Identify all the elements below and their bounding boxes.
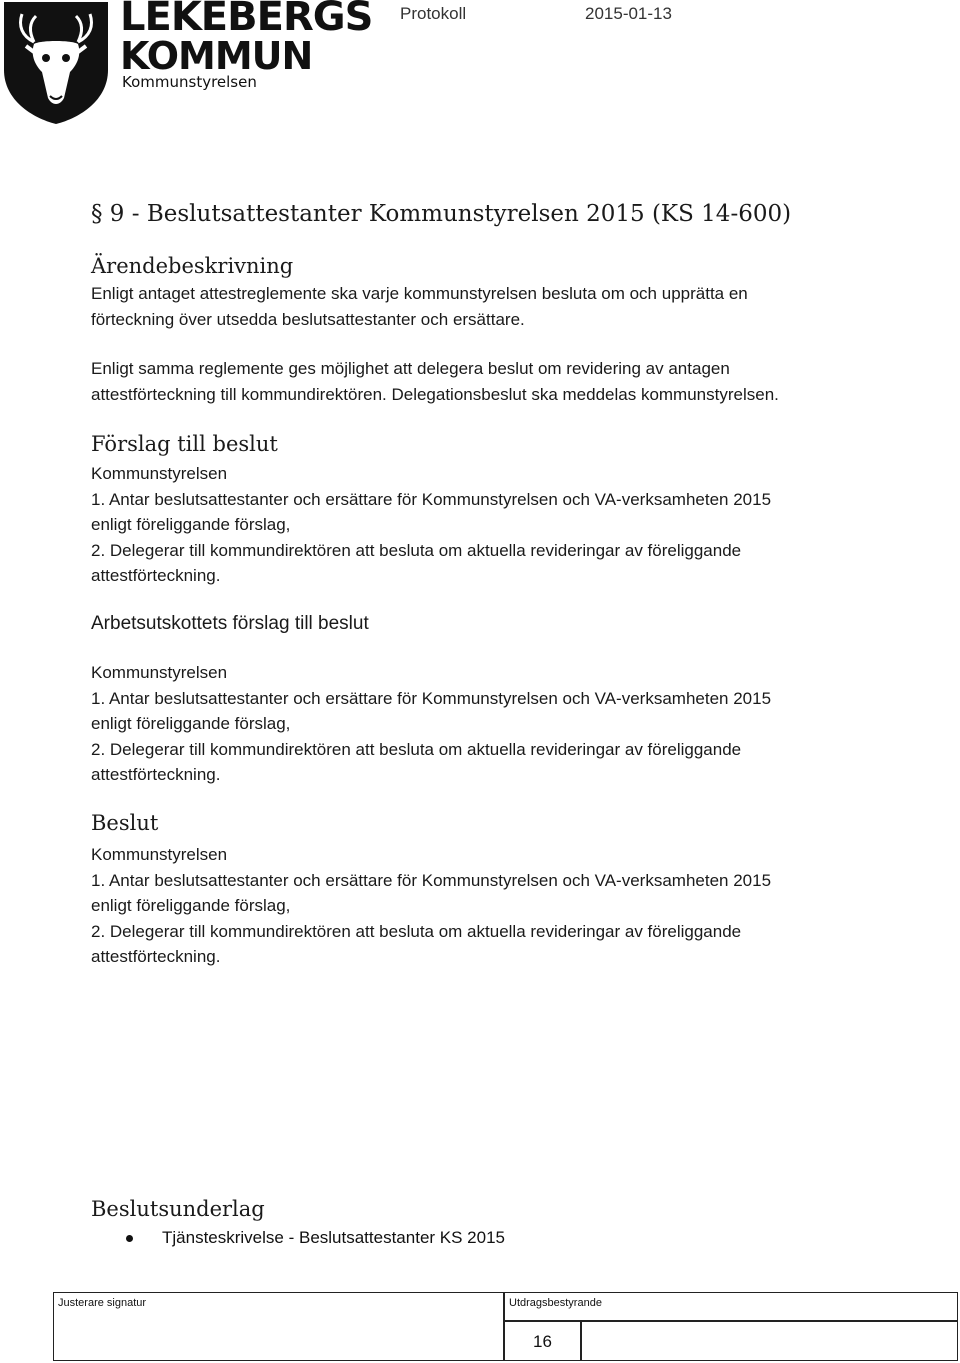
heading-beslut: Beslut [91, 811, 159, 835]
decision-item-1: 1. Antar beslutsattestanter och ersättare för Kommunstyrelsen och VA-verksamheten 2015 [91, 870, 772, 890]
section-title: § 9 - Beslutsattestanter Kommunstyrelsen 2015 (KS 14-600) [91, 201, 792, 227]
divider [503, 1292, 505, 1361]
justerare-signatur-label: Justerare signatur [58, 1297, 147, 1309]
text-line: förteckning över utsedda beslutsattestanter och ersättare. [91, 309, 525, 329]
text-line: attestförteckning till kommundirektören. Delegationsbeslut ska meddelas kommunstyrelsen. [91, 384, 779, 404]
heading-beslutsunderlag: Beslutsunderlag [91, 1197, 265, 1221]
bullet-icon [126, 1235, 133, 1242]
heading-au-forslag: Arbetsutskottets förslag till beslut [91, 613, 369, 634]
brand-name-line1: LEKEBERGS [120, 0, 373, 40]
brand-name-line2: KOMMUN [120, 34, 313, 78]
decision-item-1-cont: enligt föreliggande förslag, [91, 515, 291, 534]
heading-arendebeskrivning: Ärendebeskrivning [91, 254, 294, 278]
decision-item-2-cont: attestförteckning. [91, 566, 221, 585]
forslag-body [91, 461, 891, 589]
paragraph-description-2 [91, 356, 891, 407]
decision-item-1: 1. Antar beslutsattestanter och ersättare för Kommunstyrelsen och VA-verksamheten 2015 [91, 688, 772, 708]
document-type: Protokoll [400, 4, 467, 23]
divider [580, 1320, 582, 1361]
body-label: Kommunstyrelsen [91, 464, 228, 483]
decision-item-2: 2. Delegerar till kommundirektören att besluta om aktuella revideringar av föreliggande [91, 540, 742, 560]
decision-item-2: 2. Delegerar till kommundirektören att besluta om aktuella revideringar av föreliggande [91, 921, 742, 941]
underlag-item: Tjänsteskrivelse - Beslutsattestanter KS 2015 [162, 1228, 505, 1247]
decision-item-1-cont: enligt föreliggande förslag, [91, 896, 291, 915]
body-label: Kommunstyrelsen [91, 663, 228, 682]
text-line: Enligt antaget attestreglemente ska varje kommunstyrelsen besluta om och upprätta en [91, 284, 748, 303]
decision-item-2: 2. Delegerar till kommundirektören att besluta om aktuella revideringar av föreliggande [91, 739, 742, 759]
page-number: 16 [533, 1332, 552, 1351]
municipal-crest-logo [0, 0, 112, 126]
text-line: Enligt samma reglemente ges möjlighet att delegera beslut om revidering av antagen [91, 359, 730, 378]
paragraph-description-1 [91, 281, 891, 332]
beslut-body [91, 842, 891, 970]
signature-box [53, 1292, 958, 1361]
document-date: 2015-01-13 [585, 4, 672, 23]
au-forslag-body [91, 660, 891, 788]
heading-forslag: Förslag till beslut [91, 432, 278, 456]
brand-subtitle: Kommunstyrelsen [122, 73, 257, 91]
decision-item-2-cont: attestförteckning. [91, 947, 221, 966]
divider [503, 1320, 958, 1322]
utdragsbestyrande-label: Utdragsbestyrande [509, 1297, 602, 1309]
body-label: Kommunstyrelsen [91, 845, 228, 864]
decision-item-2-cont: attestförteckning. [91, 765, 221, 784]
decision-item-1-cont: enligt föreliggande förslag, [91, 714, 291, 733]
decision-item-1: 1. Antar beslutsattestanter och ersättare för Kommunstyrelsen och VA-verksamheten 2015 [91, 489, 772, 509]
